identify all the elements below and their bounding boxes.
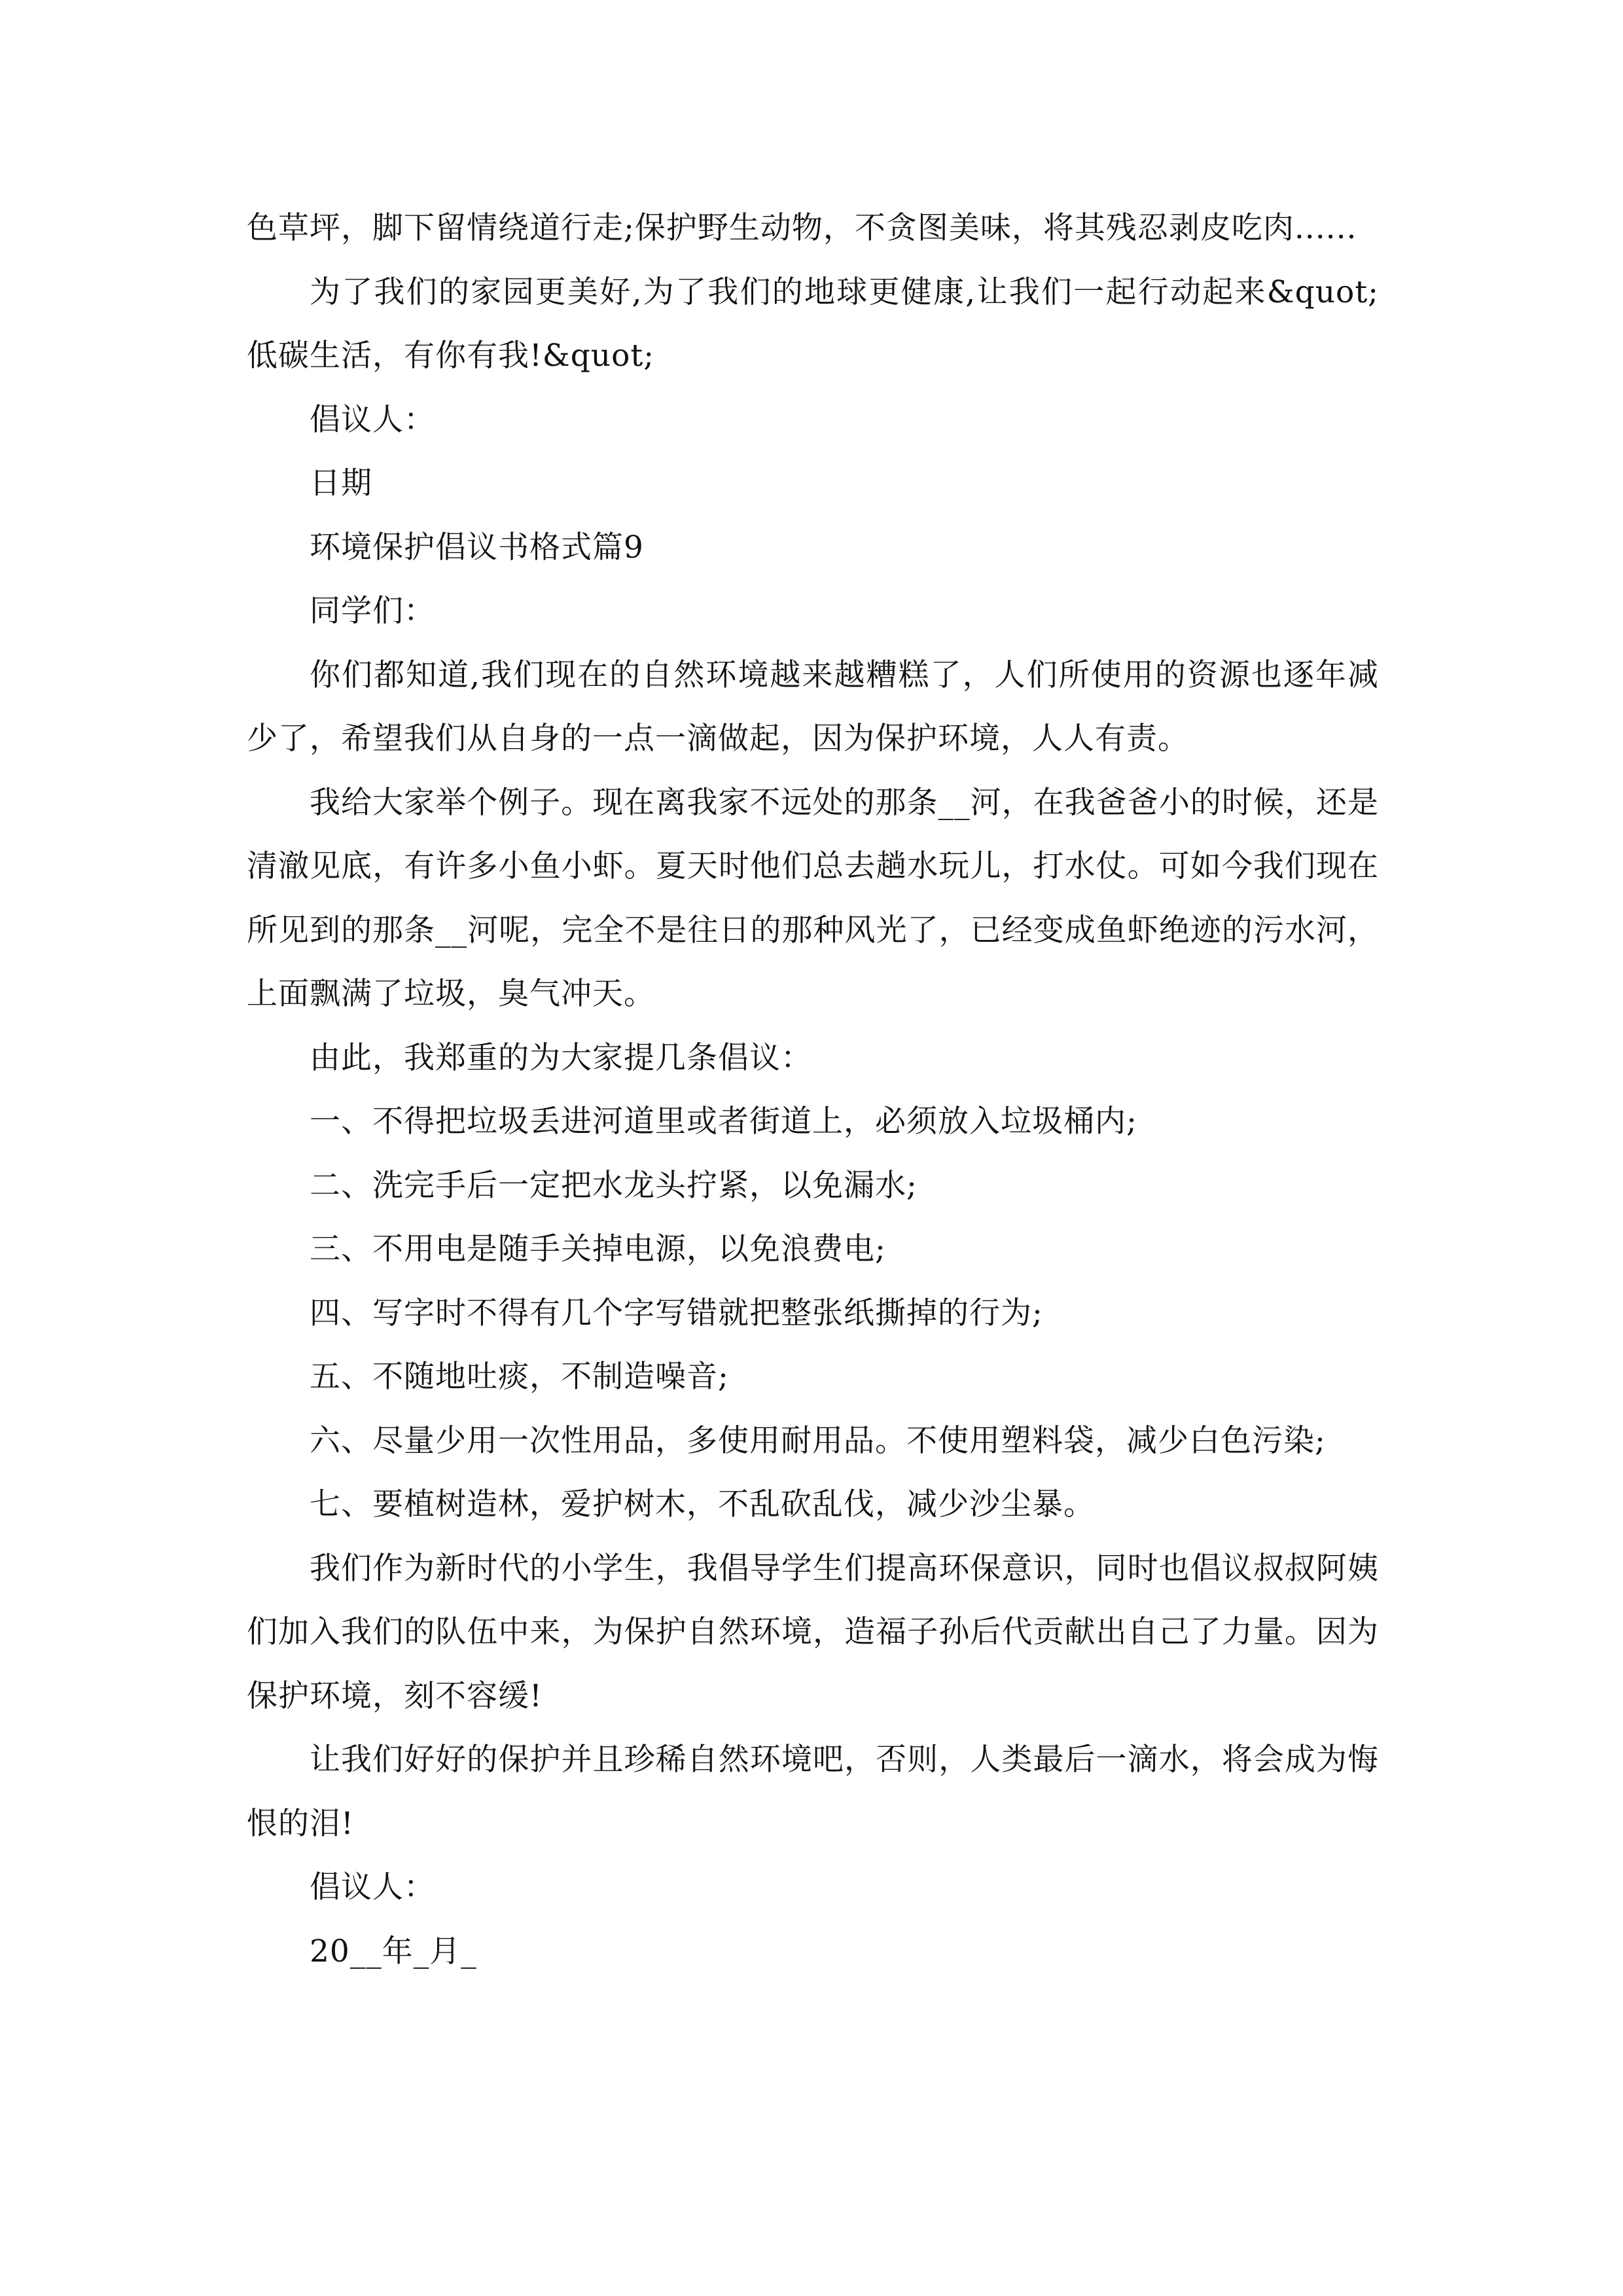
proposer-label: 倡议人：	[310, 401, 435, 438]
document-page	[247, 196, 1379, 1983]
proposer-label-2: 倡议人：	[310, 1869, 435, 1905]
date-line: 20__年_月_	[310, 1933, 477, 1969]
paragraph-proposals-lead: 由此，我郑重的为大家提几条倡议：	[310, 1039, 812, 1076]
paragraph-call-to-action: 为了我们的家园更美好,为了我们的地球更健康,让我们一起行动起来&quot;低碳生活，有你有我!&quot;	[247, 274, 1379, 374]
proposal-item-7: 七、要植树造林，爱护树木，不乱砍乱伐，减少沙尘暴。	[310, 1486, 1095, 1522]
date-label: 日期	[310, 465, 372, 501]
paragraph-closing: 让我们好好的保护并且珍稀自然环境吧，否则，人类最后一滴水，将会成为悔恨的泪!	[247, 1742, 1379, 1842]
proposal-item-4: 四、写字时不得有几个字写错就把整张纸撕掉的行为;	[310, 1295, 1043, 1331]
proposal-item-6: 六、尽量少用一次性用品，多使用耐用品。不使用塑料袋，减少白色污染;	[310, 1422, 1326, 1459]
salutation: 同学们：	[310, 593, 435, 629]
paragraph-continuation: 色草坪，脚下留情绕道行走;保护野生动物，不贪图美味，将其残忍剥皮吃肉......	[247, 210, 1357, 246]
proposal-item-1: 一、不得把垃圾丢进河道里或者街道上，必须放入垃圾桶内;	[310, 1103, 1137, 1139]
proposal-item-2: 二、洗完手后一定把水龙头拧紧，以免漏水;	[310, 1167, 918, 1204]
paragraph-appeal: 我们作为新时代的小学生，我倡导学生们提高环保意识，同时也倡议叔叔阿姨们加入我们的队伍中来，为保护自然环境，造福子孙后代贡献出自己了力量。因为保护环境，刻不容缓!	[247, 1550, 1379, 1714]
section-title: 环境保护倡议书格式篇9	[310, 529, 644, 565]
proposal-item-3: 三、不用电是随手关掉电源，以免浪费电;	[310, 1231, 886, 1267]
paragraph-example: 我给大家举个例子。现在离我家不远处的那条__河，在我爸爸小的时候，还是清澈见底，有许多小鱼小虾。夏天时他们总去趟水玩儿，打水仗。可如今我们现在所见到的那条__河呢，完全不是往日的那种风光了，已经变成鱼虾绝迹的污水河，上面飘满了垃圾，臭气冲天。	[247, 784, 1379, 1012]
proposal-item-5: 五、不随地吐痰，不制造噪音;	[310, 1359, 729, 1395]
paragraph-intro: 你们都知道,我们现在的自然环境越来越糟糕了，人们所使用的资源也逐年减少了，希望我们从自身的一点一滴做起，因为保护环境，人人有责。	[247, 656, 1379, 757]
